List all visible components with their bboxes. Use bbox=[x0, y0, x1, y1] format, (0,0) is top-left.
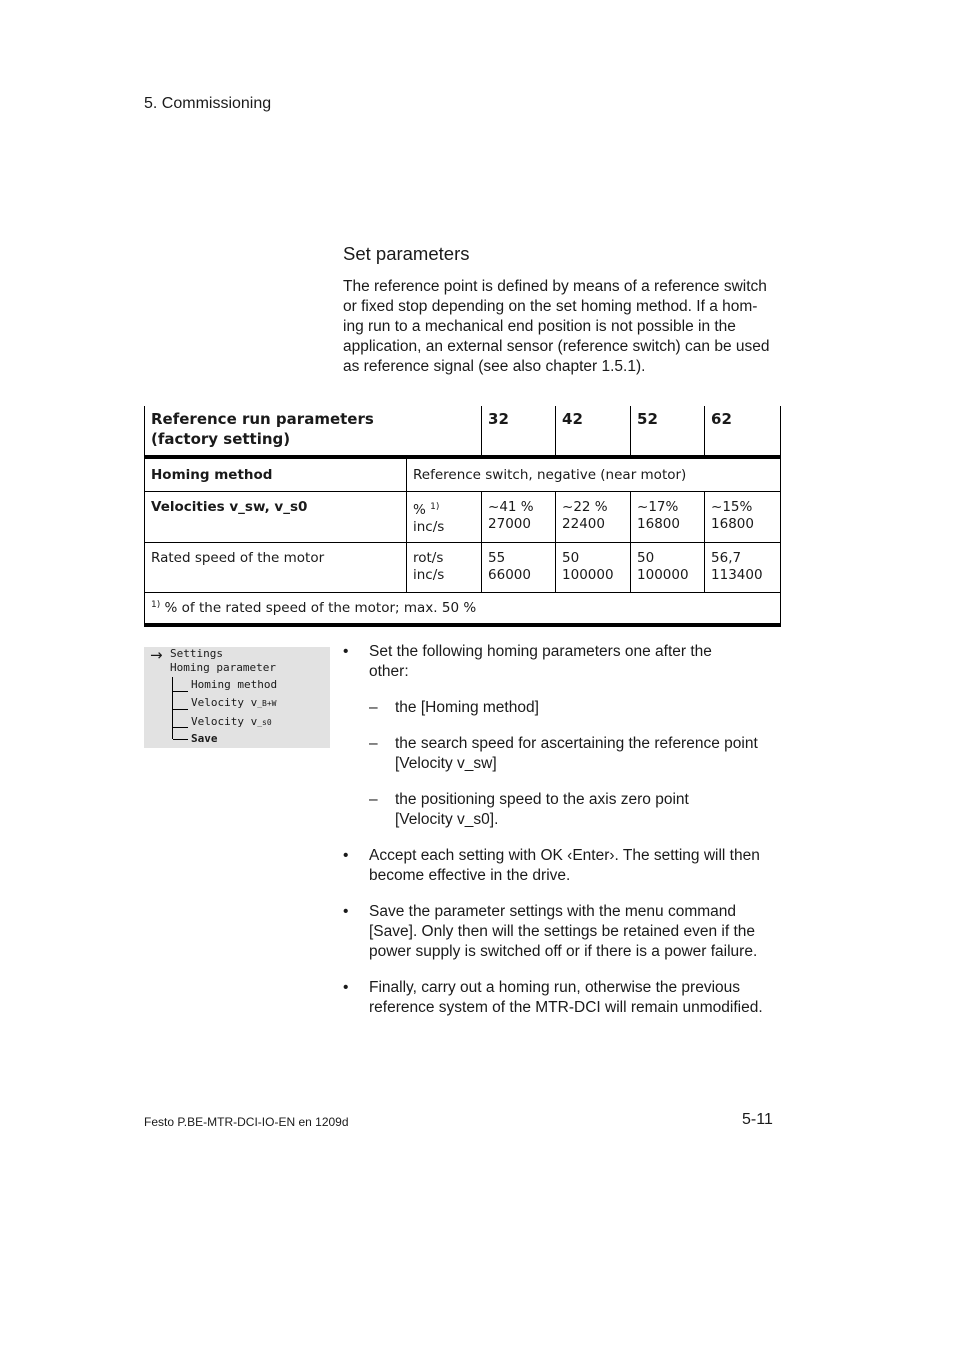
value-cell: ~17% 16800 bbox=[631, 491, 705, 542]
table-row bbox=[145, 542, 781, 592]
intro-line: ing run to a mechanical end position is not possible in the bbox=[343, 318, 736, 335]
tree-connector bbox=[172, 677, 173, 739]
tree-branch bbox=[173, 709, 188, 710]
table-header-row bbox=[145, 406, 781, 457]
menu-settings: Settings bbox=[170, 647, 223, 660]
section-title: Set parameters bbox=[343, 243, 470, 264]
size-header: 42 bbox=[556, 406, 631, 457]
table-header-title bbox=[145, 406, 482, 457]
menu-tree-panel bbox=[144, 647, 330, 748]
menu-save: Save bbox=[191, 732, 218, 745]
unit: inc/s bbox=[413, 518, 445, 535]
table-footnote bbox=[145, 592, 781, 625]
table-footnote-row bbox=[145, 592, 781, 625]
size-header: 32 bbox=[482, 406, 556, 457]
size-header: 62 bbox=[705, 406, 781, 457]
footer-document-id: Festo P.BE-MTR-DCI-IO-EN en 1209d bbox=[144, 1115, 349, 1129]
menu-homing-method: Homing method bbox=[191, 678, 278, 691]
intro-line: as reference signal (see also chapter 1.5.1). bbox=[343, 358, 646, 375]
row-label: Rated speed of the motor bbox=[145, 542, 407, 592]
header-line: Reference run parameters bbox=[151, 410, 374, 428]
arrow-right-icon: → bbox=[150, 646, 163, 664]
unit-cell bbox=[407, 491, 482, 542]
homing-method-value: Reference switch, negative (near motor) bbox=[407, 457, 781, 491]
menu-homing-parameter: Homing parameter bbox=[170, 661, 276, 674]
intro-line: or fixed stop depending on the set homing method. If a hom- bbox=[343, 298, 758, 315]
value-cell: ~41 % 27000 bbox=[482, 491, 556, 542]
menu-velocity-bw: Velocity v_B+W bbox=[191, 696, 277, 709]
menu-velocity-s0: Velocity v_s0 bbox=[191, 715, 272, 728]
table-row bbox=[145, 457, 781, 491]
footnote-ref: 1) bbox=[430, 501, 440, 512]
unit: % bbox=[413, 501, 426, 518]
tree-branch bbox=[173, 739, 188, 740]
intro-paragraph bbox=[343, 277, 783, 377]
bullet: • bbox=[343, 643, 349, 660]
running-header: 5. Commissioning bbox=[144, 95, 272, 112]
footnote-text: % of the rated speed of the motor; max. 50 % bbox=[160, 599, 477, 616]
reference-run-parameters-table bbox=[144, 406, 781, 627]
value-cell: ~22 % 22400 bbox=[556, 491, 631, 542]
tree-branch bbox=[173, 691, 188, 692]
footnote-mark: 1) bbox=[151, 599, 161, 610]
table-row bbox=[145, 491, 781, 542]
intro-line: The reference point is defined by means of a reference switch bbox=[343, 278, 767, 295]
unit-cell: rot/s inc/s bbox=[407, 542, 482, 592]
value-cell: 50 100000 bbox=[631, 542, 705, 592]
size-header: 52 bbox=[631, 406, 705, 457]
row-label: Homing method bbox=[145, 457, 407, 491]
header-line: (factory setting) bbox=[151, 430, 291, 448]
value-cell: ~15% 16800 bbox=[705, 491, 781, 542]
intro-line: application, an external sensor (reference switch) can be used bbox=[343, 338, 770, 355]
page-number: 5-11 bbox=[742, 1111, 773, 1128]
row-label: Velocities v_sw, v_s0 bbox=[145, 491, 407, 542]
tree-branch bbox=[173, 727, 188, 728]
value-cell: 50 100000 bbox=[556, 542, 631, 592]
value-cell: 56,7 113400 bbox=[705, 542, 781, 592]
value-cell: 55 66000 bbox=[482, 542, 556, 592]
